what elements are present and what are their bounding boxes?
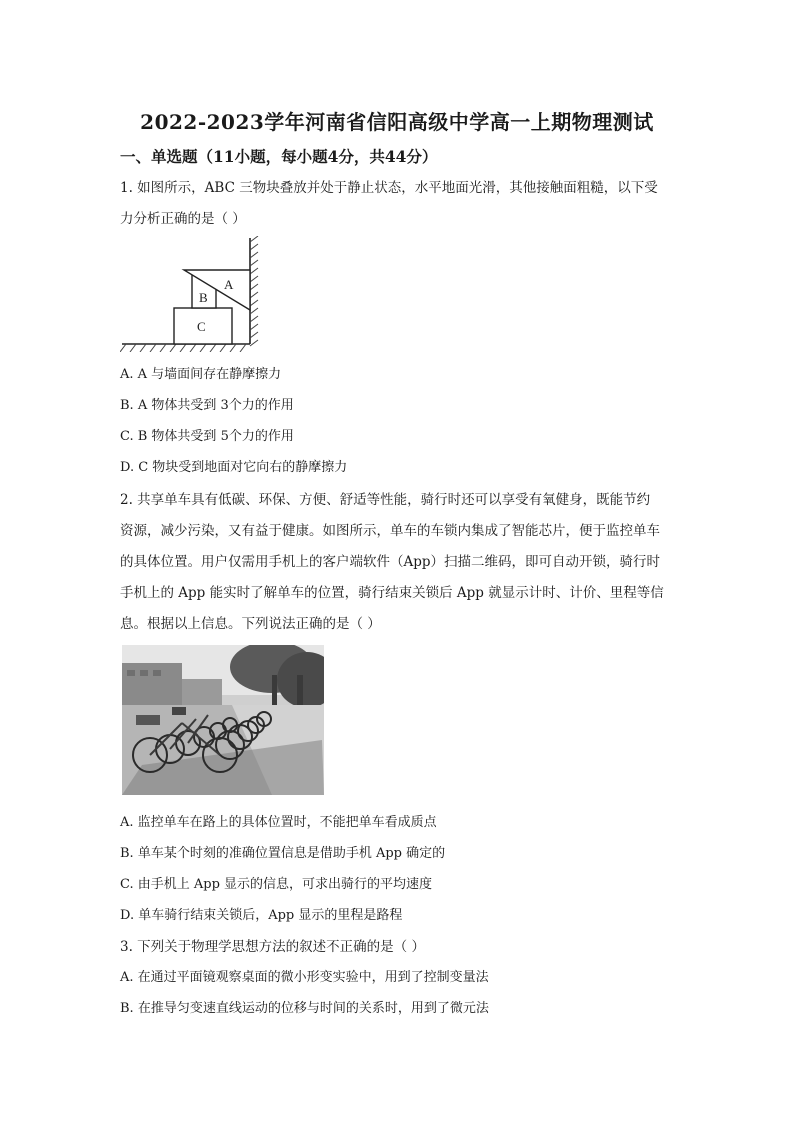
- q1-option-b: B. A 物体共受到 3个力的作用: [120, 398, 294, 413]
- q2-option-d: D. 单车骑行结束关锁后，App 显示的里程是路程: [120, 908, 403, 923]
- q2-option-c: C. 由手机上 App 显示的信息，可求出骑行的平均速度: [120, 877, 433, 892]
- q2-stem-line-2: 资源，减少污染，又有益于健康。如图所示，单车的车锁内集成了智能芯片，便于监控单车: [120, 523, 660, 539]
- label-c: C: [197, 319, 206, 334]
- q1-stem-line-1: 1. 如图所示，ABC 三物块叠放并处于静止状态，水平地面光滑，其他接触面粗糙，以下受: [120, 180, 658, 196]
- q2-option-a: A. 监控单车在路上的具体位置时，不能把单车看成质点: [120, 815, 437, 830]
- q2-stem-line-1: 2. 共享单车具有低碳、环保、方便、舒适等性能，骑行时还可以享受有氧健身，既能节约: [120, 492, 651, 508]
- q3-stem-line-1: 3. 下列关于物理学思想方法的叙述不正确的是（ ）: [120, 939, 425, 955]
- q1-stem-line-2: 力分析正确的是（ ）: [120, 211, 246, 227]
- page-title: 2022-2023学年河南省信阳高级中学高一上期物理测试: [140, 110, 654, 134]
- shared-bikes-photo: [122, 645, 324, 795]
- label-a: A: [224, 277, 234, 292]
- label-b: B: [199, 290, 208, 305]
- q2-stem-line-4: 手机上的 App 能实时了解单车的位置，骑行结束关锁后 App 就显示计时、计价、里程等信: [120, 585, 664, 601]
- q1-option-a: A. A 与墙面间存在静摩擦力: [120, 367, 282, 382]
- section-heading: 一、单选题（11小题，每小题4分，共44分）: [120, 147, 438, 166]
- q1-option-d: D. C 物块受到地面对它向右的静摩擦力: [120, 460, 348, 475]
- q2-option-b: B. 单车某个时刻的准确位置信息是借助手机 App 确定的: [120, 846, 446, 861]
- q3-option-a: A. 在通过平面镜观察桌面的微小形变实验中，用到了控制变量法: [120, 970, 489, 985]
- q3-option-b: B. 在推导匀变速直线运动的位移与时间的关系时，用到了微元法: [120, 1001, 489, 1016]
- q2-stem-line-5: 息。根据以上信息。下列说法正确的是（ ）: [120, 616, 381, 632]
- blocks-diagram: [120, 236, 260, 352]
- q1-option-c: C. B 物体共受到 5个力的作用: [120, 429, 294, 444]
- q2-stem-line-3: 的具体位置。用户仅需用手机上的客户端软件（App）扫描二维码，即可自动开锁，骑行时: [120, 554, 661, 570]
